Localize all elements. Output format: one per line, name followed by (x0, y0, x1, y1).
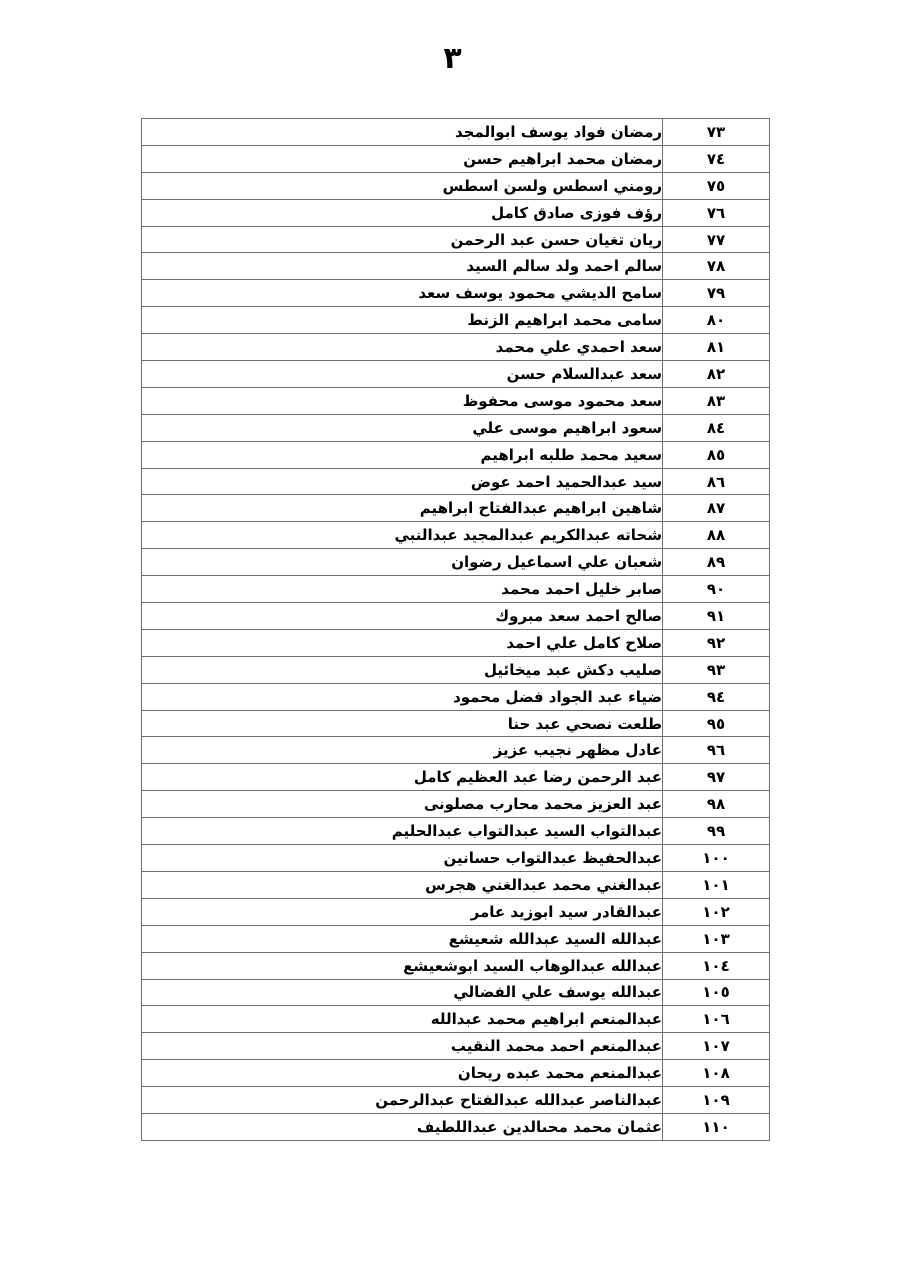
serial-cell: ٨٦ (663, 468, 770, 495)
name-cell: عبدالله يوسف علي الفضالي (142, 979, 663, 1006)
name-cell: سامح الديشي محمود يوسف سعد (142, 280, 663, 307)
name-cell: عادل مظهر نجيب عزيز (142, 737, 663, 764)
table-row (142, 764, 770, 791)
name-cell: طلعت نصحي عبد حنا (142, 710, 663, 737)
serial-cell: ٨٩ (663, 549, 770, 576)
name-cell: سعد محمود موسى محفوظ (142, 387, 663, 414)
table-row (142, 1087, 770, 1114)
serial-cell: ١٠١ (663, 871, 770, 898)
serial-cell: ٨٨ (663, 522, 770, 549)
name-cell: صلاح كامل علي احمد (142, 629, 663, 656)
name-cell: عبدالمنعم احمد محمد النقيب (142, 1033, 663, 1060)
name-cell: سعد احمدي علي محمد (142, 334, 663, 361)
serial-cell: ٧٧ (663, 226, 770, 253)
serial-cell: ١٠٦ (663, 1006, 770, 1033)
name-cell: سعود ابراهيم موسى علي (142, 414, 663, 441)
serial-cell: ٧٣ (663, 119, 770, 146)
serial-cell: ١٠٨ (663, 1060, 770, 1087)
table-row (142, 253, 770, 280)
serial-cell: ٨٢ (663, 361, 770, 388)
table-row (142, 1060, 770, 1087)
serial-cell: ٩٣ (663, 656, 770, 683)
table-row (142, 172, 770, 199)
table-row (142, 119, 770, 146)
serial-cell: ١٠٧ (663, 1033, 770, 1060)
page-number: ٣ (443, 41, 462, 76)
table-row (142, 280, 770, 307)
serial-cell: ٩٥ (663, 710, 770, 737)
serial-cell: ٨٥ (663, 441, 770, 468)
serial-cell: ٩٧ (663, 764, 770, 791)
name-cell: ريان تغيان حسن عبد الرحمن (142, 226, 663, 253)
serial-cell: ٩٤ (663, 683, 770, 710)
name-cell: عبدالغني محمد عبدالغني هجرس (142, 871, 663, 898)
table-row (142, 307, 770, 334)
name-cell: سعيد محمد طلبه ابراهيم (142, 441, 663, 468)
name-cell: عثمان محمد محىالدين عبداللطيف (142, 1113, 663, 1140)
name-cell: عبدالله عبدالوهاب السيد ابوشعيشع (142, 952, 663, 979)
name-cell: ضياء عبد الجواد فضل محمود (142, 683, 663, 710)
table-row (142, 334, 770, 361)
serial-cell: ١٠٥ (663, 979, 770, 1006)
table-row (142, 710, 770, 737)
serial-cell: ١١٠ (663, 1113, 770, 1140)
serial-cell: ٧٦ (663, 199, 770, 226)
name-cell: رمضان فواد يوسف ابوالمجد (142, 119, 663, 146)
serial-cell: ١٠٣ (663, 925, 770, 952)
serial-cell: ٧٥ (663, 172, 770, 199)
table-row (142, 656, 770, 683)
table-row (142, 898, 770, 925)
table-row (142, 414, 770, 441)
name-cell: رومني اسطس ولسن اسطس (142, 172, 663, 199)
table-row (142, 495, 770, 522)
serial-cell: ٩١ (663, 603, 770, 630)
table-row (142, 871, 770, 898)
serial-cell: ٧٤ (663, 145, 770, 172)
name-cell: عبدالله السيد عبدالله شعيشع (142, 925, 663, 952)
name-cell: عبدالمنعم محمد عبده ريحان (142, 1060, 663, 1087)
table-row (142, 737, 770, 764)
name-cell: صليب دكش عبد ميخائيل (142, 656, 663, 683)
serial-cell: ٨٧ (663, 495, 770, 522)
name-cell: عبد العزيز محمد محارب مصلونى (142, 791, 663, 818)
name-cell: عبدالمنعم ابراهيم محمد عبدالله (142, 1006, 663, 1033)
table-row (142, 226, 770, 253)
table-row (142, 845, 770, 872)
table-row (142, 629, 770, 656)
table-row (142, 952, 770, 979)
table-row (142, 468, 770, 495)
serial-cell: ٨١ (663, 334, 770, 361)
name-cell: عبدالتواب السيد عبدالتواب عبدالحليم (142, 818, 663, 845)
table-row (142, 576, 770, 603)
serial-cell: ٩٨ (663, 791, 770, 818)
table-row (142, 683, 770, 710)
name-cell: سامى محمد ابراهيم الزنط (142, 307, 663, 334)
table-row (142, 1006, 770, 1033)
name-cell: رمضان محمد ابراهيم حسن (142, 145, 663, 172)
serial-cell: ٧٨ (663, 253, 770, 280)
roster-table-body (142, 119, 770, 1141)
name-cell: شحاته عبدالكريم عبدالمجيد عبدالنبي (142, 522, 663, 549)
table-row (142, 145, 770, 172)
serial-cell: ٨٤ (663, 414, 770, 441)
roster-table (141, 118, 770, 1141)
serial-cell: ٨٠ (663, 307, 770, 334)
serial-cell: ٩٢ (663, 629, 770, 656)
name-cell: عبدالحفيظ عبدالتواب حسانين (142, 845, 663, 872)
name-cell: عبدالناصر عبدالله عبدالفتاح عبدالرحمن (142, 1087, 663, 1114)
serial-cell: ١٠٢ (663, 898, 770, 925)
serial-cell: ٧٩ (663, 280, 770, 307)
name-cell: شاهين ابراهيم عبدالفتاح ابراهيم (142, 495, 663, 522)
table-row (142, 603, 770, 630)
name-cell: صابر خليل احمد محمد (142, 576, 663, 603)
table-row (142, 1033, 770, 1060)
table-row (142, 818, 770, 845)
table-row (142, 199, 770, 226)
serial-cell: ١٠٠ (663, 845, 770, 872)
table-row (142, 979, 770, 1006)
name-cell: شعبان علي اسماعيل رضوان (142, 549, 663, 576)
name-cell: سعد عبدالسلام حسن (142, 361, 663, 388)
table-row (142, 925, 770, 952)
name-cell: صالح احمد سعد مبروك (142, 603, 663, 630)
table-row (142, 441, 770, 468)
serial-cell: ٩٩ (663, 818, 770, 845)
name-cell: عبد الرحمن رضا عبد العظيم كامل (142, 764, 663, 791)
serial-cell: ١٠٤ (663, 952, 770, 979)
table-row (142, 791, 770, 818)
table-row (142, 522, 770, 549)
name-cell: سيد عبدالحميد احمد عوض (142, 468, 663, 495)
table-row (142, 387, 770, 414)
serial-cell: ٨٣ (663, 387, 770, 414)
table-row (142, 361, 770, 388)
name-cell: عبدالقادر سيد ابوزيد عامر (142, 898, 663, 925)
serial-cell: ٩٠ (663, 576, 770, 603)
name-cell: رؤف فوزى صادق كامل (142, 199, 663, 226)
table-row (142, 549, 770, 576)
table-row (142, 1113, 770, 1140)
serial-cell: ١٠٩ (663, 1087, 770, 1114)
serial-cell: ٩٦ (663, 737, 770, 764)
name-cell: سالم احمد ولد سالم السيد (142, 253, 663, 280)
